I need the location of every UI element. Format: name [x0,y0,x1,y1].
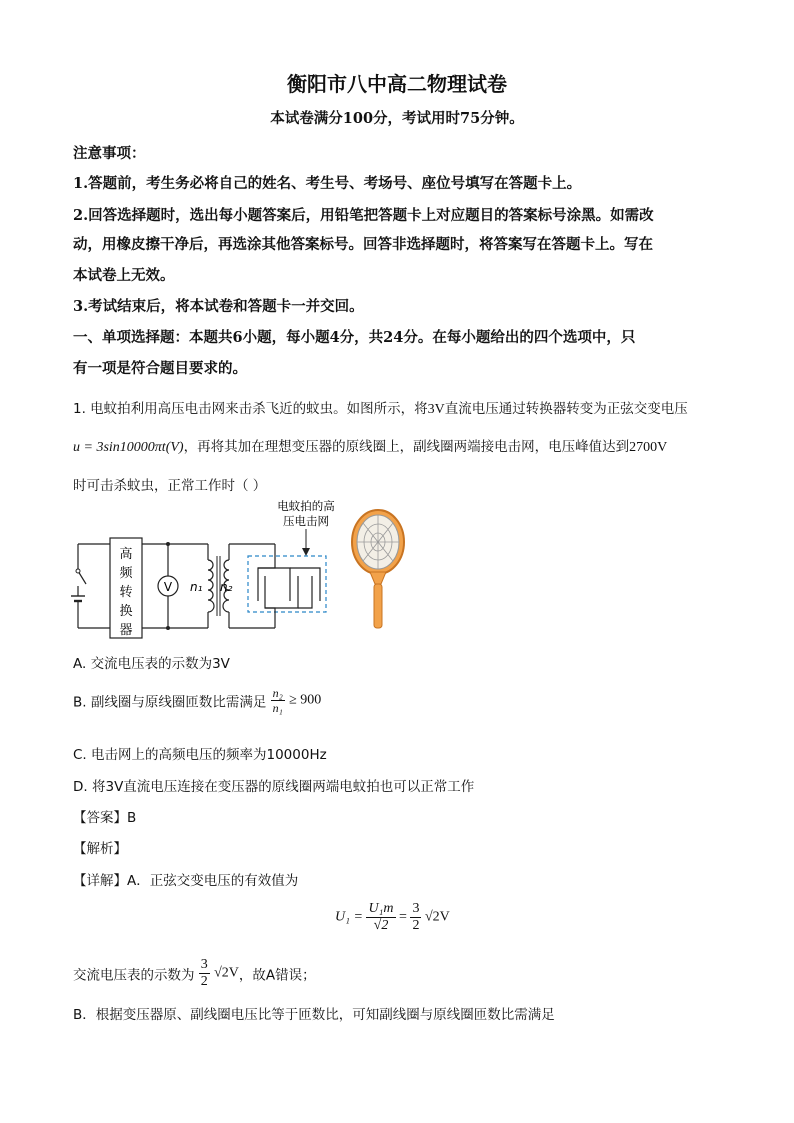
option-b: B. 副线圈与原线圈匝数比需满足 $\frac{\text{n₂}}{\text{n₁}}$ ≥ 900 [73,686,322,715]
converter-label-4: 换 [119,604,133,619]
detail-line-2: 交流电压表的示数为 $\frac{3}{2}$ √2V，故A错误； [73,957,316,989]
net-caption-line-2: 压电击网 [283,514,329,528]
detail-label: 【详解】 [73,873,127,889]
answer-label: 【答案】 [73,810,127,826]
option-c: C. 电击网上的高频电压的频率为10000Hz [73,747,327,763]
note-item-2-line-1: 2.回答选择题时，选出每小题答案后，用铅笔把答题卡上对应题目的答案标号涂黑。如需改 [73,207,654,224]
detail-line-3: B．根据变压器原、副线圈电压比等于匝数比，可知副线圈与原线圈匝数比需满足 [73,1007,555,1023]
converter-label-5: 器 [119,623,133,638]
analysis-label: 【解析】 [73,841,127,857]
page-title: 衡阳市八中高二物理试卷 [287,72,507,96]
n1-label: n₁ [190,580,203,594]
note-item-3: 3.考试结束后，将本试卷和答题卡一并交回。 [73,298,364,315]
answer-line [73,806,136,826]
peak-voltage: 2700V [629,440,668,455]
section-heading-line-1: 一、单项选择题：本题共6小题，每小题4分，共24分。在每小题给出的四个选项中，只 [73,329,636,346]
net-caption-line-1: 电蚊拍的高 [277,499,335,513]
mosquito-racket-icon [348,506,408,632]
answer-value: B [127,810,137,826]
converter-label-2: 频 [119,566,133,581]
voltage-formula: u = 3sin10000πt(V) [73,440,184,455]
converter-label-3: 转 [119,585,133,600]
question-1-stem-line-2: u = 3sin10000πt(V)，再将其加在理想变压器的原线圈上，副线圈两端接电击网，电压峰值达到2700V [73,439,668,455]
dc-voltage: 3V [427,402,445,417]
option-a: A. 交流电压表的示数为3V [73,656,230,672]
question-1-stem-line-3: 时可击杀蚊虫，正常工作时（ ） [73,478,267,494]
exam-info: 本试卷满分100分，考试用时75分钟。 [270,110,524,127]
option-d: D. 将3V直流电压连接在变压器的原线圈两端电蚊拍也可以正常工作 [73,779,475,795]
rms-equation: U₁ = $\frac{\text{U₁m}}{√2}$ = $\frac{3}{2}$ √2V [335,901,450,933]
notes-heading: 注意事项： [73,145,146,162]
n2-label: n₂ [220,580,233,594]
primary-coil [208,560,214,612]
note-item-2-line-3: 本试卷上无效。 [73,267,175,284]
net-dashed-box [248,556,326,612]
question-1-stem-line-1: 1. 电蚊拍利用高压电击网来击杀飞近的蚊虫。如图所示，将3V直流电压通过转换器转变为正弦交变电压 [73,401,688,417]
arrow-down-icon [302,548,310,556]
section-heading-line-2: 有一项是符合题目要求的。 [73,360,247,377]
voltmeter-label: V [163,580,173,594]
note-item-2-line-2: 动，用橡皮擦干净后，再选涂其他答案标号。回答非选择题时，将答案写在答题卡上。写在 [73,236,653,253]
detail-line-1: 【详解】A．正弦交变电压的有效值为 [73,873,299,889]
note-item-1: 1.答题前，考生务必将自己的姓名、考生号、考场号、座位号填写在答题卡上。 [73,175,582,192]
converter-label-1: 高 [119,547,133,562]
